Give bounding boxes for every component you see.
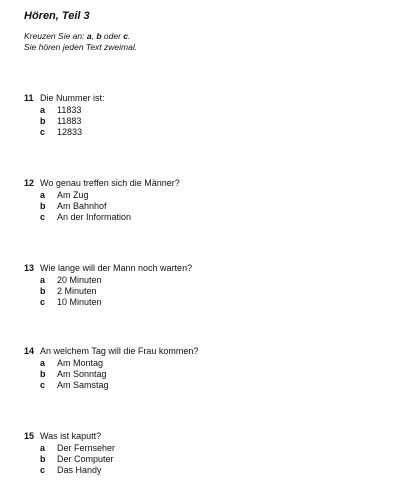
instruction-line-1: Kreuzen Sie an: a, b oder c. [24, 31, 131, 41]
question-text: Wie lange will der Mann noch warten? [40, 263, 193, 273]
option-text: Der Computer [57, 454, 114, 464]
option-text: An der Information [57, 212, 132, 222]
question-13 [24, 263, 192, 308]
option-letter: b [40, 201, 46, 211]
instruction-oder: oder [103, 31, 121, 41]
question-line [24, 431, 115, 443]
option-letter: c [40, 465, 46, 475]
option-letter: b [40, 116, 46, 126]
option-text: 20 Minuten [57, 275, 102, 285]
answer-option-b[interactable] [40, 454, 115, 465]
question-number: 14 [24, 346, 35, 356]
page-title: Hören, Teil 3 [24, 10, 90, 22]
answer-option-b[interactable] [40, 116, 105, 127]
option-letter: b [40, 454, 46, 464]
question-text: An welchem Tag will die Frau kommen? [40, 346, 199, 356]
question-15 [24, 431, 115, 476]
answer-option-a[interactable] [40, 275, 192, 286]
option-text: Der Fernseher [57, 443, 116, 453]
option-text: Am Montag [57, 358, 104, 368]
question-number: 15 [24, 431, 35, 441]
option-letter: a [40, 443, 46, 453]
option-text: Am Bahnhof [57, 201, 107, 211]
option-letter: a [40, 358, 46, 368]
option-letter: b [40, 369, 46, 379]
question-text: Wo genau treffen sich die Männer? [40, 178, 180, 188]
question-line [24, 263, 192, 275]
question-text: Die Nummer ist: [40, 93, 105, 103]
option-text: Das Handy [57, 465, 102, 475]
option-text: Am Sonntag [57, 369, 107, 379]
instruction-option-a: a [86, 31, 92, 41]
option-letter: c [40, 380, 46, 390]
option-text: 2 Minuten [57, 286, 97, 296]
option-letter: c [40, 212, 46, 222]
answer-option-c[interactable] [40, 127, 105, 138]
option-text: 11883 [57, 116, 82, 126]
option-text: Am Zug [57, 190, 89, 200]
answer-option-c[interactable] [40, 297, 192, 308]
question-12 [24, 178, 180, 223]
instruction-prefix: Kreuzen Sie an: [24, 31, 85, 41]
option-text: Am Samstag [57, 380, 109, 390]
question-number: 13 [24, 263, 35, 273]
option-letter: a [40, 275, 46, 285]
option-text: 12833 [57, 127, 83, 137]
answer-option-a[interactable] [40, 190, 180, 201]
question-line [24, 178, 180, 190]
instruction-option-b: b [96, 31, 102, 41]
answer-option-a[interactable] [40, 105, 105, 116]
answer-option-c[interactable] [40, 465, 115, 476]
answer-option-a[interactable] [40, 358, 198, 369]
instruction-option-c: c [123, 31, 129, 41]
option-text: 10 Minuten [57, 297, 102, 307]
answer-option-a[interactable] [40, 443, 115, 454]
question-14 [24, 346, 198, 391]
answer-option-b[interactable] [40, 286, 192, 297]
question-text: Was ist kaputt? [40, 431, 102, 441]
option-letter: c [40, 127, 46, 137]
question-number: 12 [24, 178, 35, 188]
question-line [24, 93, 105, 105]
question-11 [24, 93, 105, 138]
answer-option-c[interactable] [40, 212, 180, 223]
option-text: 11833 [57, 105, 82, 115]
option-letter: a [40, 105, 46, 115]
answer-option-c[interactable] [40, 380, 198, 391]
option-letter: c [40, 297, 46, 307]
question-line [24, 346, 198, 358]
answer-option-b[interactable] [40, 201, 180, 212]
answer-option-b[interactable] [40, 369, 198, 380]
option-letter: a [40, 190, 46, 200]
question-number: 11 [24, 93, 34, 103]
instruction-line-2: Sie hören jeden Text zweimal. [24, 42, 138, 52]
option-letter: b [40, 286, 46, 296]
